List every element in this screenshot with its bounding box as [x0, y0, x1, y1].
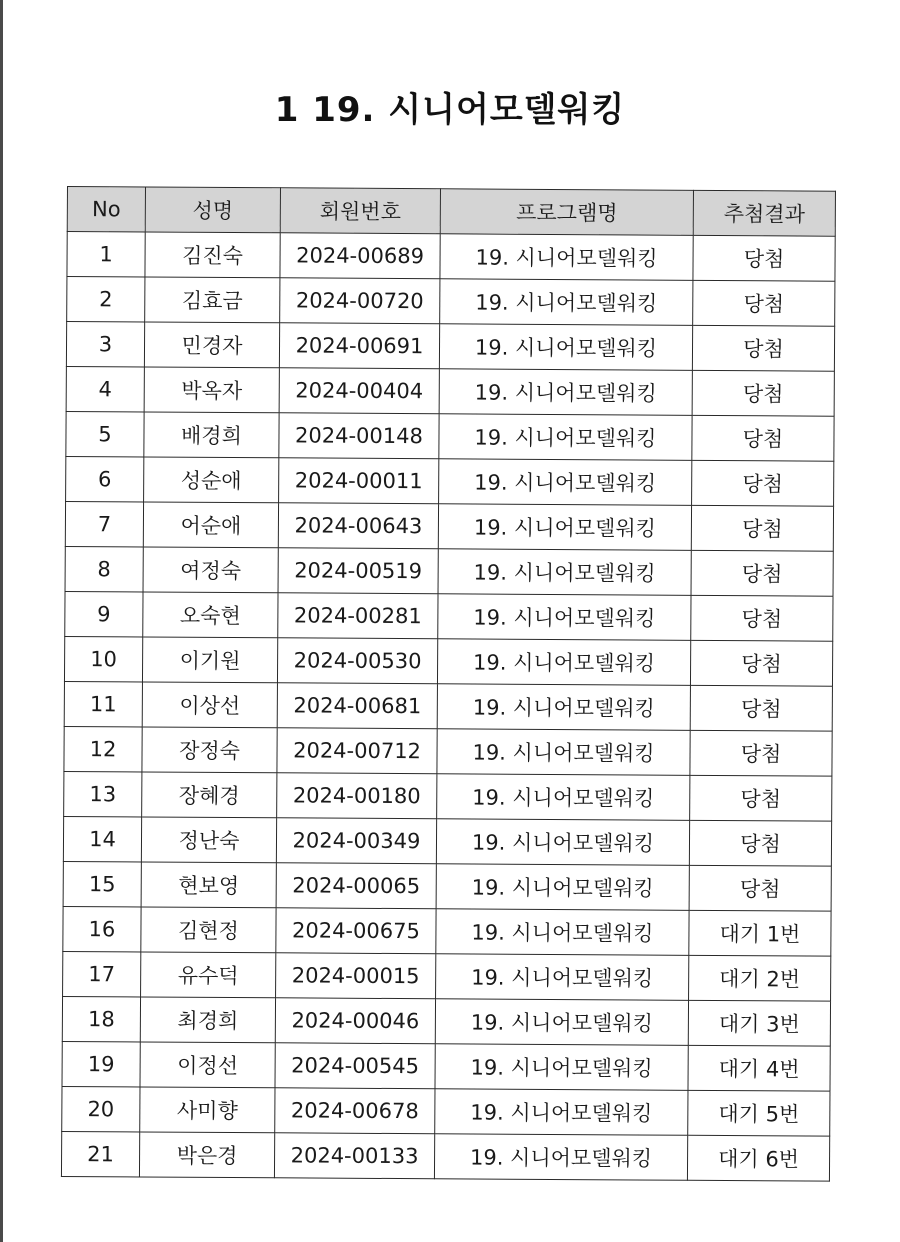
table-row: [65, 591, 833, 641]
cell-name: 김현정: [141, 907, 276, 953]
cell-no: 2: [67, 277, 145, 322]
cell-draw-result: 당첨: [692, 325, 834, 371]
cell-member-number: 2024-00065: [276, 863, 436, 909]
table-row: [67, 232, 835, 282]
cell-program-name: 19. 시니어모델워킹: [436, 864, 689, 911]
cell-program-name: 19. 시니어모델워킹: [438, 549, 691, 596]
cell-program-name: 19. 시니어모델워킹: [436, 954, 689, 1001]
cell-program-name: 19. 시니어모델워킹: [436, 819, 689, 866]
cell-no: 21: [61, 1131, 139, 1176]
table-row: [67, 277, 835, 327]
cell-draw-result: 당첨: [690, 685, 832, 731]
cell-no: 8: [65, 546, 143, 591]
column-header-name: 성명: [145, 187, 280, 233]
cell-no: 6: [66, 456, 144, 501]
cell-name: 정난숙: [141, 817, 276, 863]
table-row: [62, 996, 830, 1046]
cell-no: 17: [63, 951, 141, 996]
cell-member-number: 2024-00519: [278, 548, 438, 594]
cell-name: 민경자: [144, 322, 279, 368]
cell-program-name: 19. 시니어모델워킹: [439, 414, 692, 461]
table-row: [65, 501, 833, 551]
cell-draw-result: 당첨: [690, 730, 832, 776]
cell-name: 성순애: [144, 457, 279, 503]
cell-draw-result: 대기 5번: [688, 1090, 830, 1136]
cell-program-name: 19. 시니어모델워킹: [437, 774, 690, 821]
cell-no: 11: [64, 681, 142, 726]
cell-no: 16: [63, 906, 141, 951]
cell-draw-result: 당첨: [692, 415, 834, 461]
cell-name: 최경희: [140, 997, 275, 1043]
column-header-program-name: 프로그램명: [440, 189, 693, 236]
table-row: [66, 366, 834, 416]
cell-no: 5: [66, 411, 144, 456]
cell-program-name: 19. 시니어모델워킹: [434, 1134, 687, 1181]
cell-member-number: 2024-00712: [277, 728, 437, 774]
cell-no: 20: [62, 1086, 140, 1131]
scan-edge: [0, 0, 3, 1242]
cell-member-number: 2024-00678: [275, 1088, 435, 1134]
cell-name: 여정숙: [143, 547, 278, 593]
table-row: [65, 546, 833, 596]
cell-member-number: 2024-00689: [280, 233, 440, 279]
cell-draw-result: 당첨: [693, 235, 835, 281]
cell-draw-result: 당첨: [692, 460, 834, 506]
cell-draw-result: 당첨: [689, 865, 831, 911]
cell-no: 9: [65, 591, 143, 636]
cell-member-number: 2024-00643: [278, 503, 438, 549]
cell-draw-result: 당첨: [691, 595, 833, 641]
cell-member-number: 2024-00148: [279, 413, 439, 459]
cell-member-number: 2024-00675: [276, 908, 436, 954]
column-header-draw-result: 추첨결과: [693, 190, 835, 236]
cell-name: 김효금: [145, 277, 280, 323]
cell-no: 12: [64, 726, 142, 771]
cell-program-name: 19. 시니어모델워킹: [439, 369, 692, 416]
table-row: [63, 816, 831, 866]
cell-member-number: 2024-00281: [278, 593, 438, 639]
cell-no: 13: [64, 771, 142, 816]
cell-draw-result: 대기 2번: [689, 955, 831, 1001]
cell-no: 1: [67, 232, 145, 277]
cell-program-name: 19. 시니어모델워킹: [439, 324, 692, 371]
cell-member-number: 2024-00011: [279, 458, 439, 504]
cell-no: 18: [62, 996, 140, 1041]
cell-name: 이상선: [142, 682, 277, 728]
cell-name: 배경희: [144, 412, 279, 458]
table-body: [61, 232, 835, 1182]
cell-name: 이기원: [142, 637, 277, 683]
table-row: [66, 456, 834, 506]
cell-name: 현보영: [141, 862, 276, 908]
cell-program-name: 19. 시니어모델워킹: [435, 999, 688, 1046]
cell-name: 사미향: [140, 1087, 275, 1133]
cell-no: 4: [66, 366, 144, 411]
cell-member-number: 2024-00404: [279, 368, 439, 414]
table-row: [66, 322, 834, 372]
cell-draw-result: 당첨: [690, 775, 832, 821]
cell-no: 19: [62, 1041, 140, 1086]
cell-member-number: 2024-00530: [277, 638, 437, 684]
cell-member-number: 2024-00046: [275, 998, 435, 1044]
cell-draw-result: 대기 6번: [687, 1135, 829, 1181]
cell-draw-result: 당첨: [689, 820, 831, 866]
cell-program-name: 19. 시니어모델워킹: [436, 909, 689, 956]
table-row: [63, 951, 831, 1001]
column-header-member-number: 회원번호: [280, 188, 440, 234]
cell-name: 박은경: [139, 1132, 274, 1178]
lottery-result-table: [61, 186, 836, 1182]
cell-program-name: 19. 시니어모델워킹: [439, 459, 692, 506]
cell-name: 유수덕: [141, 952, 276, 998]
table-row: [66, 411, 834, 461]
cell-program-name: 19. 시니어모델워킹: [437, 729, 690, 776]
page-title: 1 19. 시니어모델워킹: [274, 90, 626, 130]
cell-name: 어순애: [143, 502, 278, 548]
cell-program-name: 19. 시니어모델워킹: [435, 1089, 688, 1136]
table-row: [62, 1041, 830, 1091]
cell-no: 3: [66, 322, 144, 367]
table-row: [64, 636, 832, 686]
cell-member-number: 2024-00133: [274, 1133, 434, 1179]
cell-no: 14: [63, 816, 141, 861]
cell-member-number: 2024-00691: [279, 323, 439, 369]
cell-member-number: 2024-00681: [277, 683, 437, 729]
cell-program-name: 19. 시니어모델워킹: [438, 594, 691, 641]
cell-draw-result: 대기 3번: [688, 1000, 830, 1046]
table-row: [62, 1086, 830, 1136]
cell-program-name: 19. 시니어모델워킹: [437, 639, 690, 686]
cell-draw-result: 대기 1번: [689, 910, 831, 956]
cell-member-number: 2024-00720: [280, 278, 440, 324]
cell-name: 김진숙: [145, 232, 280, 278]
table-header-row: [67, 187, 835, 237]
column-header-no: No: [67, 187, 145, 232]
table-row: [63, 906, 831, 956]
cell-program-name: 19. 시니어모델워킹: [437, 684, 690, 731]
cell-draw-result: 대기 4번: [688, 1045, 830, 1091]
cell-no: 10: [64, 636, 142, 681]
cell-draw-result: 당첨: [690, 640, 832, 686]
cell-name: 오숙현: [143, 592, 278, 638]
table-row: [64, 771, 832, 821]
cell-member-number: 2024-00545: [275, 1043, 435, 1089]
cell-draw-result: 당첨: [691, 550, 833, 596]
table-row: [63, 861, 831, 911]
cell-draw-result: 당첨: [693, 280, 835, 326]
cell-program-name: 19. 시니어모델워킹: [440, 279, 693, 326]
table-row: [64, 726, 832, 776]
table-row: [61, 1131, 829, 1181]
cell-program-name: 19. 시니어모델워킹: [438, 504, 691, 551]
cell-name: 장혜경: [142, 772, 277, 818]
cell-draw-result: 당첨: [691, 505, 833, 551]
cell-name: 장정숙: [142, 727, 277, 773]
table-row: [64, 681, 832, 731]
cell-member-number: 2024-00015: [276, 953, 436, 999]
cell-no: 15: [63, 861, 141, 906]
cell-name: 이정선: [140, 1042, 275, 1088]
cell-name: 박옥자: [144, 367, 279, 413]
cell-program-name: 19. 시니어모델워킹: [435, 1044, 688, 1091]
cell-no: 7: [65, 501, 143, 546]
cell-member-number: 2024-00180: [277, 773, 437, 819]
cell-program-name: 19. 시니어모델워킹: [440, 234, 693, 281]
cell-draw-result: 당첨: [692, 370, 834, 416]
cell-member-number: 2024-00349: [276, 818, 436, 864]
